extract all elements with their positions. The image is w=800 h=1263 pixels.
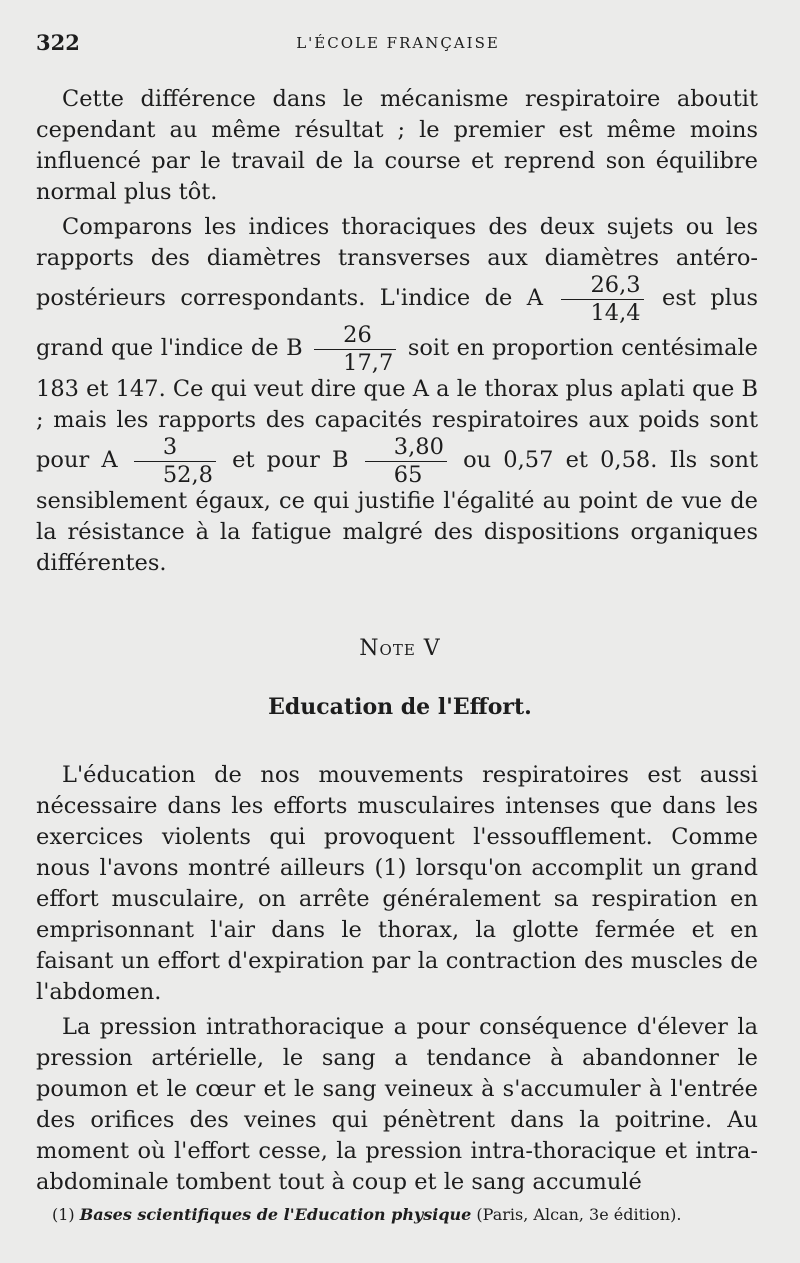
fraction-b: [314, 324, 396, 374]
fraction-d-denominator: 65: [393, 461, 423, 488]
paragraph-2-text-c: soit en proportion centésimale 183 et 147. Ce qui veut dire que A a le thorax plus aplati que B ; mais les rapports des capacités respiratoires aux poids sont pour A: [36, 335, 758, 473]
page-number: 322: [36, 30, 80, 55]
note-title: Note V: [359, 636, 441, 661]
fraction-c-numerator: 3: [134, 436, 216, 462]
fraction-d: [365, 436, 447, 486]
fraction-a: [561, 274, 643, 324]
text-block-bottom: [36, 760, 758, 1198]
paragraph-2: [36, 212, 758, 579]
paragraph-2-text-e: ou 0,57 et 0,58. Ils sont sensiblement égaux, ce qui justifie l'égalité au point de vue de la résistance à la fatigue malgré des dispositions organiques différentes.: [36, 447, 758, 576]
fraction-a-denominator: 14,4: [590, 299, 641, 326]
fraction-d-numerator: 3,80: [365, 436, 447, 462]
footnote: [52, 1205, 681, 1224]
footnote-marker: (1): [52, 1205, 75, 1224]
footnote-publisher: (Paris, Alcan, 3e édition).: [476, 1205, 682, 1224]
page-header: [36, 30, 760, 60]
footnote-work-title: Bases scientifiques de l'Education physique: [79, 1205, 472, 1224]
fraction-c: [134, 436, 216, 486]
section-title: Education de l'Effort.: [268, 694, 532, 720]
paragraph-4: La pression intrathoracique a pour conséquence d'élever la pression artérielle, le sang a tendance à abandonner le poumon et le cœur et le sang veineux à s'accumuler à l'entrée des orifices des veines qui pénètrent dans la poitrine. Au moment où l'effort cesse, la pression intra-thoracique et intra-abdominale tombent tout à coup et le sang accumulé: [36, 1014, 758, 1195]
paragraph-2-text-d: et pour B: [232, 447, 349, 473]
fraction-b-numerator: 26: [314, 324, 396, 350]
fraction-c-denominator: 52,8: [162, 461, 213, 488]
paragraph-1: Cette différence dans le mécanisme respiratoire aboutit cependant au même résultat ; le premier est même moins influencé par le travail de la course et reprend son équilibre normal plus tôt.: [36, 86, 758, 205]
paragraph-2-text-b: est plus grand que l'indice de B: [36, 285, 758, 361]
text-block-top: [36, 84, 758, 579]
running-title: L'ÉCOLE FRANÇAISE: [296, 34, 500, 52]
paragraph-2-text-a: Comparons les indices thoraciques des deux sujets ou les rapports des diamètres transverses aux diamètres antéro-postérieurs correspondants. L'indice de A: [36, 214, 758, 311]
fraction-b-denominator: 17,7: [343, 349, 394, 376]
paragraph-3: L'éducation de nos mouvements respiratoires est aussi nécessaire dans les efforts musculaires intenses que dans les exercices violents qui provoquent l'essoufflement. Comme nous l'avons montré ailleurs (1) lorsqu'on accomplit un grand effort musculaire, on arrête généralement sa respiration en emprisonnant l'air dans le thorax, la glotte fermée et en faisant un effort d'expiration par la contraction des muscles de l'abdomen.: [36, 762, 758, 1005]
fraction-a-numerator: 26,3: [561, 274, 643, 300]
